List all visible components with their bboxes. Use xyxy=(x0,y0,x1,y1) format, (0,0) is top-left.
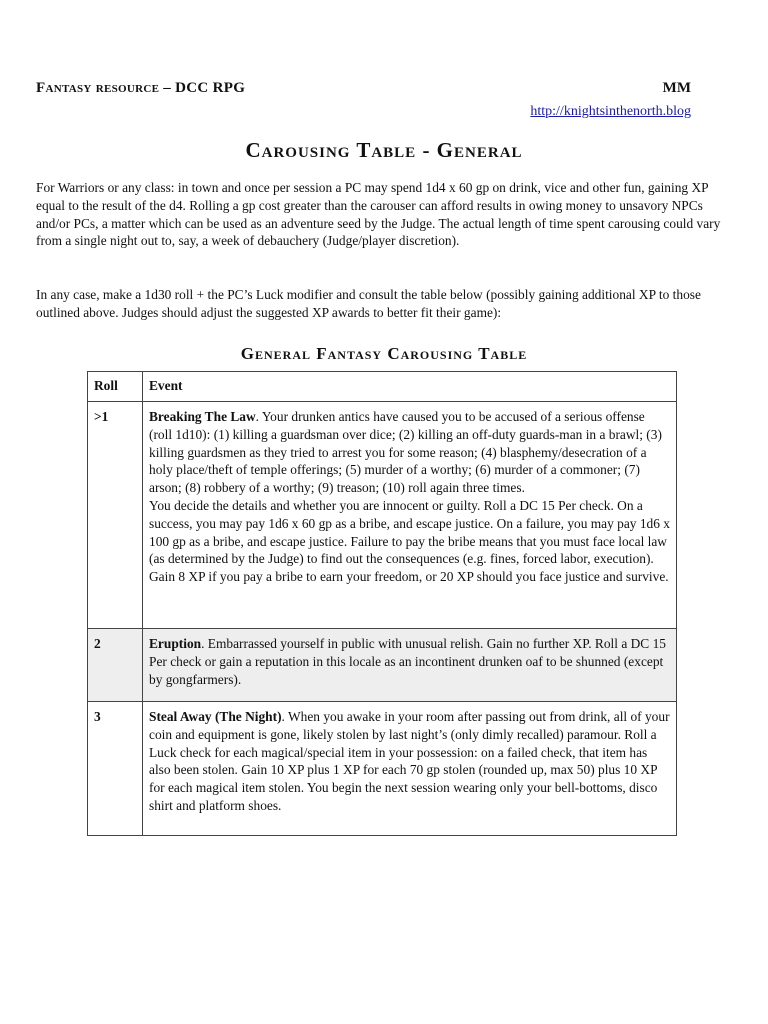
header-resource-label xyxy=(36,80,245,97)
column-header-roll: Roll xyxy=(88,372,143,402)
author-initials: MM xyxy=(662,80,691,96)
header-label-text: Fantasy resource – xyxy=(36,80,176,96)
event-cell xyxy=(143,402,677,629)
event-text-continued: You decide the details and whether you are innocent or guilty. Roll a DC 15 Per check. On a success, you may pay 1d6 x 60 gp as a bribe, and escape justice. On a failure, you may pay 1d6 x 100 gp as a bribe, and escape justice. Failure to pay the bribe means that you must face local law (as determined by the Judge) to find out the consequences (e.g. fines, forced labor, execution). Gain 8 XP if you pay a bribe to earn your freedom, or 20 XP should you face justice and survive. xyxy=(149,497,670,585)
page-title: Carousing Table - General xyxy=(245,138,523,162)
event-cell xyxy=(143,629,677,702)
roll-cell: 3 xyxy=(88,702,143,836)
event-name: Eruption xyxy=(149,636,202,651)
blog-link[interactable]: http://knightsinthenorth.blog xyxy=(530,104,691,119)
event-text: . When you awake in your room after passing out from drink, all of your coin and equipment is gone, likely stolen by last night’s (only dimly recalled) paramour. Roll a Luck check for each magical/special item in your possession: on a failed check, that item has also been stolen. Gain 10 XP plus 1 XP for each 70 gp stolen (rounded up, max 50) plus 10 XP for each magical item stolen. You begin the next session wearing only your bell-bottoms, disco shirt and platform shoes. xyxy=(149,709,670,813)
table-title: General Fantasy Carousing Table xyxy=(240,344,528,363)
table-row xyxy=(88,629,677,702)
column-header-event: Event xyxy=(143,372,677,402)
event-text: . Your drunken antics have caused you to be accused of a serious offense (roll 1d10): (1) killing a guardsman over dice; (2) killing an off-duty guards-man in a brawl; (3) killing guardsmen as they tried to arrest you for some reason; (4) blasphemy/desecration of a holy place/theft of temple offerings; (5) murder of a worthy; (6) murder of a commoner; (7) arson; (8) robbery of a worthy; (9) treason; (10) roll again three times. xyxy=(149,409,662,496)
table-header-row xyxy=(88,372,677,402)
event-name: Steal Away (The Night) xyxy=(149,709,282,724)
event-text: . Embarrassed yourself in public with unusual relish. Gain no further XP. Roll a DC 15 Per check or gain a reputation in this locale as an incontinent drunken oaf to be shunned (except by gongfarmers). xyxy=(149,636,666,687)
event-name: Breaking The Law xyxy=(149,409,256,424)
event-cell xyxy=(143,702,677,836)
roll-cell: 2 xyxy=(88,629,143,702)
roll-cell: >1 xyxy=(88,402,143,629)
table-row xyxy=(88,702,677,836)
intro-paragraph: For Warriors or any class: in town and once per session a PC may spend 1d4 x 60 gp on drink, vice and other fun, gaining XP equal to the result of the d4. Rolling a gp cost greater than the carouser can afford results in owing money to unsavory NPCs and/or PCs, a matter which can be used as an adventure seed by the Judge. The actual length of time spent carousing could vary from a single night out to, say, a week of debauchery (Judge/player discretion). xyxy=(36,180,721,249)
table-row xyxy=(88,402,677,629)
instructions-paragraph: In any case, make a 1d30 roll + the PC’s Luck modifier and consult the table below (possibly gaining additional XP to those outlined above. Judges should adjust the suggested XP awards to better fit their game): xyxy=(36,287,701,320)
carousing-table xyxy=(87,371,677,836)
header-system-name: DCC RPG xyxy=(175,80,246,96)
